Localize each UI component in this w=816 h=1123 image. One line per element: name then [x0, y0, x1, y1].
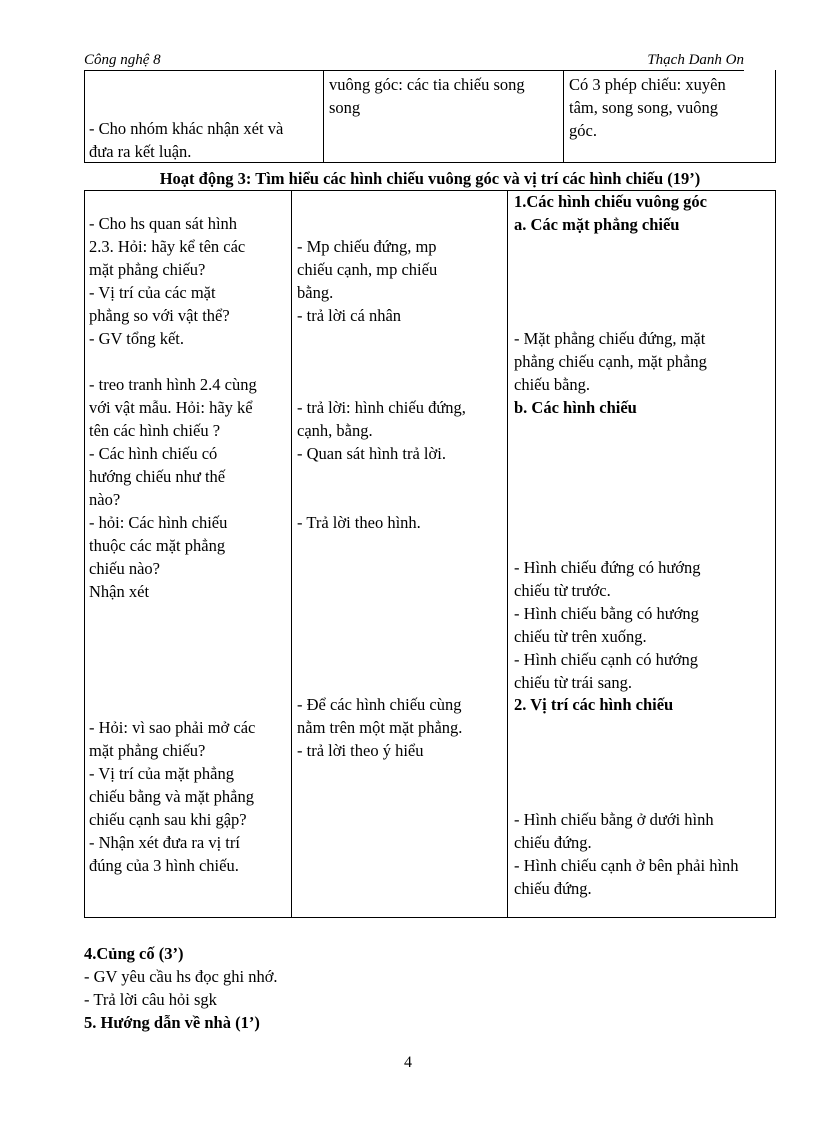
text-line: nằm trên một mặt phẳng.: [297, 718, 463, 737]
text-line: - Mp chiếu đứng, mp: [297, 237, 437, 256]
text-line: chiếu từ trên xuống.: [514, 627, 647, 646]
top-table-border-right: [775, 70, 776, 162]
header-subject: Công nghệ 8: [84, 52, 161, 68]
top-table-divider-2: [563, 70, 564, 162]
text-line: cạnh, bằng.: [297, 421, 373, 440]
top-table-col1: [89, 117, 283, 163]
text-line: phẳng so với vật thể?: [89, 306, 230, 325]
text-line: chiếu cạnh, mp chiếu: [297, 260, 438, 279]
text-line: nào?: [89, 490, 121, 509]
text-line: hướng chiếu như thế: [89, 467, 226, 486]
text-line: - Hình chiếu bằng có hướng: [514, 604, 699, 623]
top-table-col2: [329, 73, 525, 119]
text-line: mặt phẳng chiếu?: [89, 260, 206, 279]
text-line: - Hình chiếu cạnh có hướng: [514, 650, 698, 669]
text-line: - Quan sát hình trả lời.: [297, 444, 446, 463]
text-line: - Hình chiếu đứng có hướng: [514, 558, 701, 577]
section-heading: 1.Các hình chiếu vuông góc: [514, 192, 707, 211]
text-line: - Hỏi: vì sao phải mở các: [89, 718, 256, 737]
text-line: chiếu bằng.: [514, 375, 591, 394]
main-table-divider-2: [507, 190, 508, 918]
text-line: đưa ra kết luận.: [89, 142, 192, 161]
text-line: chiếu từ trái sang.: [514, 673, 632, 692]
text-line: chiếu đứng.: [514, 879, 592, 898]
text-line: chiếu nào?: [89, 559, 161, 578]
text-line: chiếu đứng.: [514, 833, 592, 852]
text-line: - trả lời theo ý hiểu: [297, 741, 424, 760]
text-line: chiếu bằng và mặt phẳng: [89, 787, 254, 806]
consolidation-item: - Trả lời câu hỏi sgk: [84, 990, 217, 1009]
text-line: với vật mẫu. Hỏi: hãy kể: [89, 398, 253, 417]
text-line: góc.: [569, 121, 597, 140]
section-heading: 2. Vị trí các hình chiếu: [514, 695, 674, 714]
homework-title: 5. Hướng dẫn về nhà (1’): [84, 1013, 260, 1032]
text-line: - trả lời cá nhân: [297, 306, 402, 325]
text-line: song: [329, 98, 361, 117]
top-table-col3: [569, 73, 726, 142]
section-heading: b. Các hình chiếu: [514, 398, 637, 417]
text-line: - Trả lời theo hình.: [297, 513, 421, 532]
text-line: phẳng chiếu cạnh, mặt phẳng: [514, 352, 707, 371]
top-table-border-left: [84, 70, 85, 162]
text-line: - Các hình chiếu có: [89, 444, 218, 463]
text-line: thuộc các mặt phẳng: [89, 536, 226, 555]
text-line: - treo tranh hình 2.4 cùng: [89, 375, 257, 394]
text-line: bằng.: [297, 283, 334, 302]
activity-heading: Hoạt động 3: Tìm hiểu các hình chiếu vuông góc và vị trí các hình chiếu (19’): [159, 169, 701, 188]
text-line: - trả lời: hình chiếu đứng,: [297, 398, 466, 417]
text-line: tên các hình chiếu ?: [89, 421, 221, 440]
main-table-divider-1: [291, 190, 292, 918]
text-line: - Hình chiếu cạnh ở bên phải hình: [514, 856, 739, 875]
text-line: - Để các hình chiếu cùng: [297, 695, 462, 714]
page-number: 4: [404, 1054, 412, 1071]
section-heading: a. Các mặt phẳng chiếu: [514, 215, 680, 234]
text-line: - Cho nhóm khác nhận xét và: [89, 119, 284, 138]
consolidation-item: - GV yêu cầu hs đọc ghi nhớ.: [84, 967, 278, 986]
lesson-wrapup: [84, 942, 278, 1034]
consolidation-title: 4.Củng cố (3’): [84, 944, 184, 963]
page-header: [84, 52, 744, 71]
text-line: - Mặt phẳng chiếu đứng, mặt: [514, 329, 706, 348]
text-line: chiếu cạnh sau khi gập?: [89, 810, 247, 829]
text-line: tâm, song song, vuông: [569, 98, 718, 117]
text-line: Nhận xét: [89, 582, 150, 601]
text-line: - GV tổng kết.: [89, 329, 185, 348]
text-line: Có 3 phép chiếu: xuyên: [569, 75, 726, 94]
header-author: Thạch Danh On: [647, 52, 744, 68]
text-line: - Vị trí của các mặt: [89, 283, 216, 302]
text-line: - Cho hs quan sát hình: [89, 214, 238, 233]
text-line: đúng của 3 hình chiếu.: [89, 856, 239, 875]
text-line: vuông góc: các tia chiếu song: [329, 75, 525, 94]
text-line: - Hình chiếu bằng ở dưới hình: [514, 810, 714, 829]
text-line: - hỏi: Các hình chiếu: [89, 513, 228, 532]
top-table-divider-1: [323, 70, 324, 162]
text-line: 2.3. Hỏi: hãy kể tên các: [89, 237, 246, 256]
text-line: - Nhận xét đưa ra vị trí: [89, 833, 240, 852]
text-line: - Vị trí của mặt phẳng: [89, 764, 234, 783]
text-line: mặt phẳng chiếu?: [89, 741, 206, 760]
text-line: chiếu từ trước.: [514, 581, 611, 600]
